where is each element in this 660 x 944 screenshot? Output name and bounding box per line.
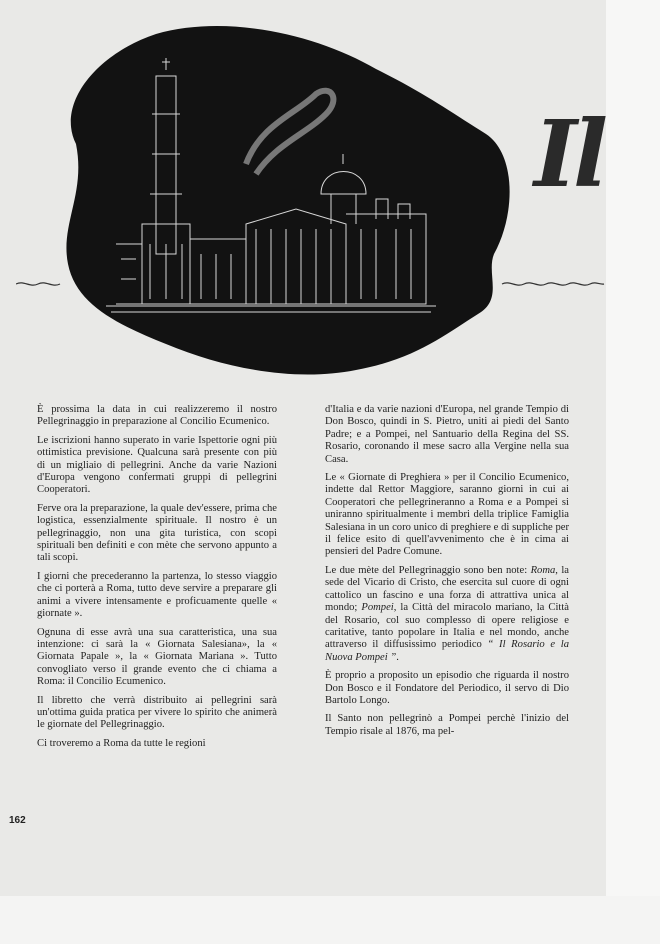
paragraph: Ognuna di esse avrà una sua caratteristica, una sua intenzione: ci sarà la « Giornata Salesiana», la « Giornata Papale », la « Giornata Mariana ». Tutto convogliato verso il grande evento che ci chiama a Roma: il Concilio Ecumenico.: [37, 626, 277, 688]
article-title-initial: Il: [534, 100, 604, 208]
periodical-title: “ Il Rosario e la Nuova Pompei ”: [325, 639, 569, 663]
paragraph: [325, 565, 569, 664]
paragraph: Ci troveremo a Roma da tutte le regioni: [37, 737, 206, 749]
paragraph: Ferve ora la preparazione, la quale dev'essere, prima che logistica, essenzialmente spirituale. Il nostro è un pellegrinaggio, non una gita turistica, con scopi spirituali ben definiti e con mète che servono appunto a tali scopi.: [37, 502, 277, 564]
paragraph: Il Santo non pellegrinò a Pompei perchè l'inizio del Tempio risale al 1876, ma pel-: [325, 713, 569, 737]
text-column-right: [325, 404, 569, 744]
place-roma: Roma: [530, 564, 556, 576]
text-run: Le due mète del Pellegrinaggio sono ben note:: [325, 564, 531, 576]
paragraph: Le iscrizioni hanno superato in varie Ispettorie ogni più ottimistica previsione. Qualcuna sarà presente con più di un migliaio di pellegrini. Anche da varie Nazioni d'Europa vengono confermati gruppi di pellegrini Cooperatori.: [37, 434, 277, 496]
paragraph: Il libretto che verrà distribuito ai pellegrini sarà un'ottima guida pratica per vivere lo spirito che animerà le giornate del Pellegrinaggio.: [37, 694, 277, 731]
paragraph: È prossima la data in cui realizzeremo il nostro Pellegrinaggio in preparazione al Concilio Ecumenico.: [37, 404, 277, 428]
scan-bottom-margin: [0, 896, 660, 944]
text-run: , la sede del Vicario di Cristo, che esercita sul cuore di ogni cattolico un fascino e una forza di attrattiva unica al mondo;: [325, 564, 569, 614]
paragraph: È proprio a proposito un episodio che riguarda il nostro Don Bosco e il Fondatore del Periodico, il servo di Dio Bartolo Longo.: [325, 670, 569, 706]
text-run: , la Città del miracolo mariano, la Città del Rosario, col suo complesso di opere religiose e caritative, tanto popolare in Italia e nel mondo, anche attraverso il diffusissimo periodico: [325, 602, 569, 651]
scan-margin: [606, 0, 660, 944]
paragraph: d'Italia e da varie nazioni d'Europa, nel grande Tempio di Don Bosco, quindi in S. Pietro, uniti ai piedi del Santo Padre; e a Pompei, nel Santuario della Regina del SS. Rosario, coronando il mese sacro alla Vergine nella sua Casa.: [325, 404, 569, 465]
paragraph: Le « Giornate di Preghiera » per il Concilio Ecumenico, indette dal Rettor Maggiore, saranno giorni in cui ai Cooperatori che pellegrineranno a Roma e a Pompei si uniranno spiritualmente i membri della triplice Famiglia Salesiana in un coro unico di preghiere e di suppliche per il felice esito di quell'avvenimento che è in cima ai pensieri del Padre Comune.: [325, 472, 569, 558]
text-column-left: [37, 404, 277, 756]
place-pompei: Pompei: [361, 602, 394, 614]
page-number: 162: [9, 815, 26, 826]
basilica-pompei-illustration: [16, 14, 606, 394]
paragraph: I giorni che precederanno la partenza, lo stesso viaggio che ci porterà a Roma, tutto deve servire a preparare gli animi a vivere intensamente e proficuamente quelle « giornate ».: [37, 570, 277, 620]
text-run: .: [396, 651, 399, 663]
